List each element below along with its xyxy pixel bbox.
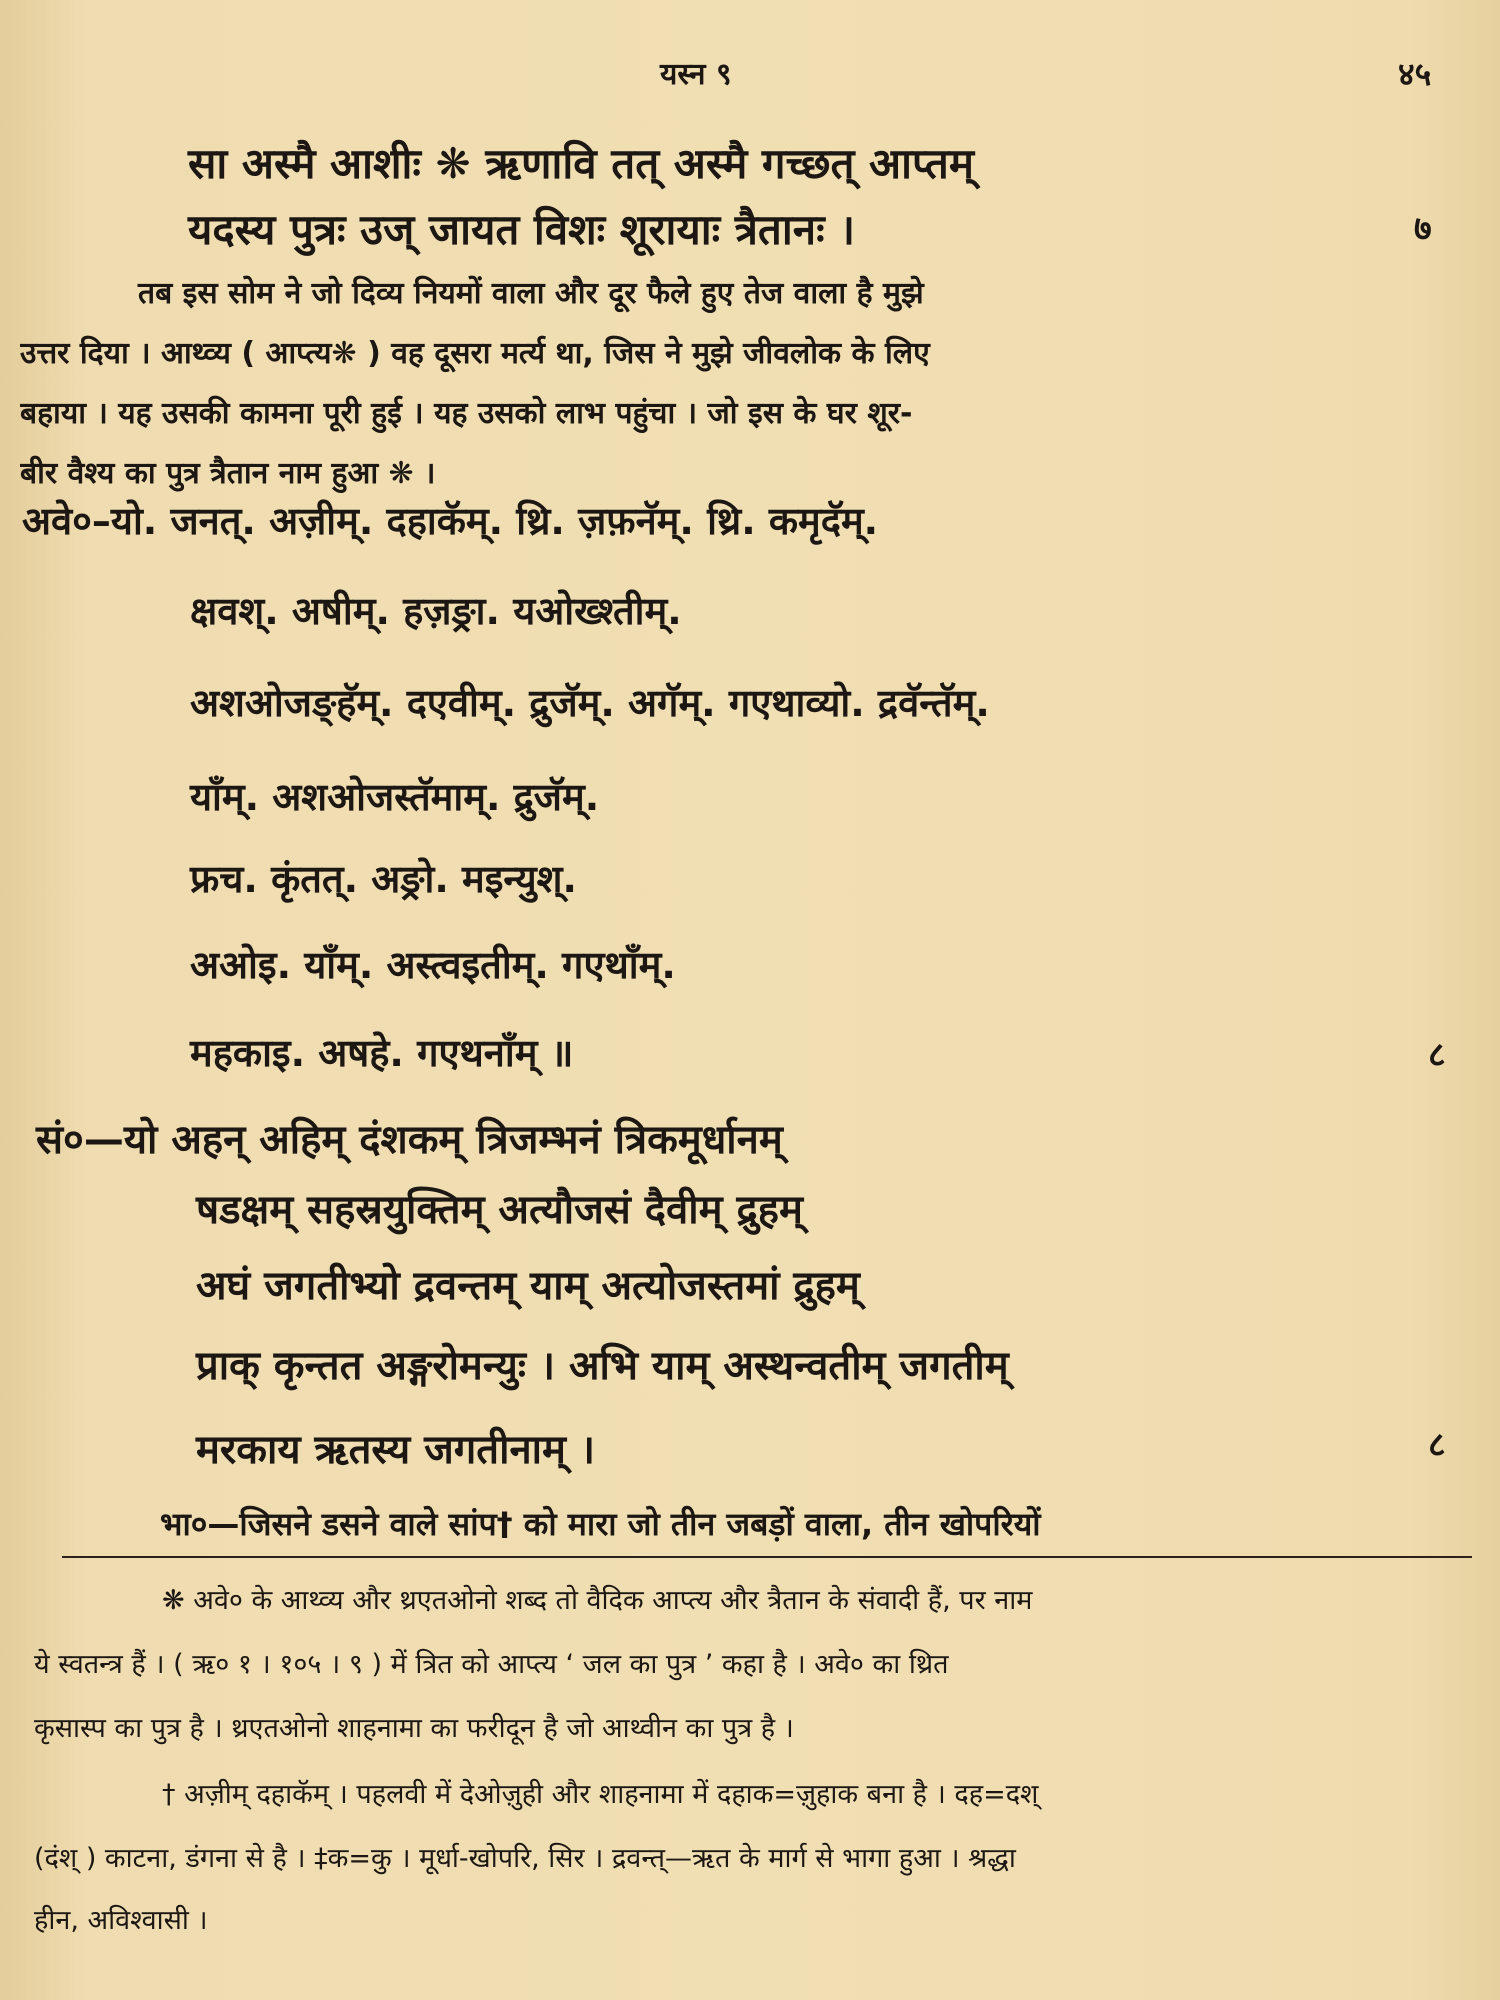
page-number: ४५ xyxy=(1398,55,1432,93)
sanskrit-line-2: षडक्षम् सहस्रयुक्तिम् अत्यौजसं दैवीम् द्रुहम् xyxy=(196,1187,803,1233)
avestan-line-3: अशओजङ्हॅम्. दएवीम्. द्रुजॅम्. अगॅम्. गएथाव्यो. द्रवॅन्तॅम्. xyxy=(190,681,990,725)
footnote-line-5: (दंश् ) काटना, डंगना से है । ‡क=कु । मूर्धा-खोपरि, सिर । द्रवन्त्—ऋत के मार्ग से भागा हुआ । श्रद्धा xyxy=(34,1843,1016,1874)
avestan-verse-number: ८ xyxy=(1428,1035,1446,1075)
footnote-line-3: कृसास्प का पुत्र है । थ्रएतओनो शाहनामा का फरीदून है जो आथ्वीन का पुत्र है । xyxy=(34,1713,794,1744)
footnote-divider xyxy=(62,1556,1472,1558)
verse-top-line-1: सा अस्मै आशीः ❋ ऋणावि तत् अस्मै गच्छत् आप्तम् xyxy=(188,139,974,188)
page-header xyxy=(0,52,1500,102)
verse-top-number: ७ xyxy=(1414,209,1432,249)
footnote-line-2: ये स्वतन्त्र हैं । ( ऋ० १ । १०५ । ९ ) में त्रित को आप्त्य ‘ जल का पुत्र ’ कहा है । अवे० का थ्रित xyxy=(34,1649,949,1680)
footnote-line-1: ❋ अवे० के आथ्व्य और थ्रएतओनो शब्द तो वैदिक आप्त्य और त्रैतान के संवादी हैं, पर नाम xyxy=(162,1585,1033,1616)
footnote-line-4: † अज़ीम् दहाकॅम् । पहलवी में देओज़ुही और शाहनामा में दहाक=ज़ुहाक बना है । दह=दश् xyxy=(162,1779,1039,1810)
footnote-line-6: हीन, अविश्वासी । xyxy=(34,1905,208,1936)
avestan-line-7: महकाइ. अषहे. गएथनाँम् ॥ xyxy=(190,1031,574,1075)
sanskrit-line-3: अघं जगतीभ्यो द्रवन्तम् याम् अत्योजस्तमां द्रुहम् xyxy=(196,1263,860,1309)
sanskrit-verse-number: ८ xyxy=(1428,1425,1446,1465)
translation-line-2: उत्तर दिया । आथ्व्य ( आप्त्य❋ ) वह दूसरा मर्त्य था, जिस ने मुझे जीवलोक के लिए xyxy=(20,336,930,371)
translation-line-1: तब इस सोम ने जो दिव्य नियमों वाला और दूर फैले हुए तेज वाला है मुझे xyxy=(138,276,924,311)
translation-paragraph xyxy=(20,264,1460,504)
running-title: यस्न ९ xyxy=(660,57,732,92)
sanskrit-line-5: मरकाय ऋतस्य जगतीनाम् । xyxy=(196,1427,596,1473)
avestan-line-2: क्षवश्. अषीम्. हज़ङ्रा. यओख्श्तीम्. xyxy=(190,589,682,633)
verse-top-line-2: यदस्य पुत्रः उज् जायत विशः शूरायाः त्रैतानः । xyxy=(188,205,856,254)
avestan-line-6: अओइ. याँम्. अस्त्वइतीम्. गएथाँम्. xyxy=(190,943,676,987)
sanskrit-line-4: प्राक् कृन्तत अङ्गरोमन्युः । अभि याम् अस्थन्वतीम् जगतीम् xyxy=(196,1343,1009,1389)
translation-line-3: बहाया । यह उसकी कामना पूरी हुई । यह उसको लाभ पहुंचा । जो इस के घर शूर- xyxy=(20,396,913,431)
sanskrit-line-1: सं०—यो अहन् अहिम् दंशकम् त्रिजम्भनं त्रिकमूर्धानम् xyxy=(36,1117,783,1163)
avestan-line-1: अवे०–यो. जनत्. अज़ीम्. दहाकॅम्. थ्रि. ज़फ़नॅम्. थ्रि. कमृदॅम्. xyxy=(22,499,879,543)
avestan-line-4: याँम्. अशओजस्तॅमाम्. द्रुजॅम्. xyxy=(190,775,600,819)
bhashya-line: भा०—जिसने डसने वाले सांप† को मारा जो तीन जबड़ों वाला, तीन खोपरियों xyxy=(160,1505,1041,1543)
translation-line-4: बीर वैश्य का पुत्र त्रैतान नाम हुआ ❋ । xyxy=(20,456,436,491)
avestan-line-5: फ्रच. कृंतत्. अङ्रो. मइन्युश्. xyxy=(190,857,577,901)
